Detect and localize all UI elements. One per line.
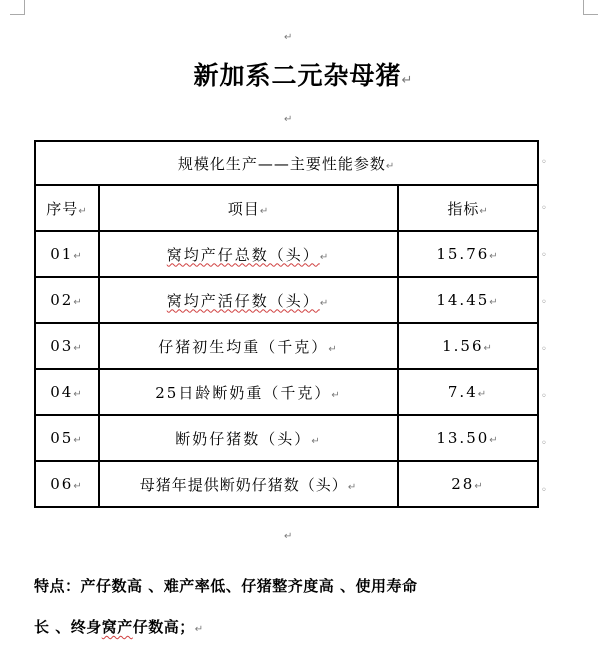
row-no: 01 <box>50 245 74 263</box>
row-end-mark: ◦ <box>541 438 547 449</box>
table-caption-row <box>35 141 538 185</box>
row-item: 窝均产仔总数（头） <box>166 245 320 264</box>
features-text-misspelled: 窝产 <box>101 618 133 636</box>
row-no: 05 <box>50 429 74 447</box>
header-no: 序号 <box>46 199 79 218</box>
row-value-cell[interactable] <box>398 277 538 323</box>
row-item: 窝均产活仔数（头） <box>166 291 320 310</box>
paragraph-mark: ↵ <box>284 32 293 43</box>
row-no: 03 <box>50 337 74 355</box>
cell-end-mark: ↵ <box>489 297 500 308</box>
header-value: 指标 <box>447 199 480 218</box>
paragraph-mark: ↵ <box>284 531 293 542</box>
table-row <box>35 231 538 277</box>
row-no-cell[interactable] <box>35 231 99 277</box>
row-value-cell[interactable] <box>398 461 538 507</box>
table-row <box>35 415 538 461</box>
row-value: 7.4 <box>447 383 478 401</box>
cell-end-mark: ↵ <box>319 297 331 309</box>
cell-end-mark: ↵ <box>477 389 489 400</box>
row-value: 14.45 <box>436 291 490 309</box>
title-text: 新加系二元杂母猪 <box>193 61 402 90</box>
row-end-mark: ◦ <box>541 485 547 496</box>
table-header-row <box>35 185 538 231</box>
row-no: 06 <box>50 475 74 493</box>
paragraph-mark: ↵ <box>401 73 414 88</box>
header-item: 项目 <box>227 199 260 218</box>
paragraph-mark: ↵ <box>194 624 204 635</box>
cell-end-mark: ↵ <box>347 481 358 493</box>
header-cell-item[interactable] <box>99 185 398 231</box>
features-line-1: 特点：产仔数高 、难产率低、仔猪整齐度高 、使用寿命 <box>34 577 418 595</box>
row-no-cell[interactable] <box>35 461 99 507</box>
cell-end-mark: ↵ <box>73 481 84 492</box>
features-text: 长 、终身 <box>34 618 102 636</box>
page-corner-mark-left <box>10 0 25 15</box>
row-end-mark: ◦ <box>541 297 547 308</box>
cell-end-mark: ↵ <box>73 297 84 308</box>
row-value-cell[interactable] <box>398 369 538 415</box>
row-item-cell[interactable] <box>99 461 398 507</box>
cell-end-mark: ↵ <box>489 435 500 446</box>
row-no-cell[interactable] <box>35 323 99 369</box>
row-item: 仔猪初生均重（千克） <box>158 337 329 356</box>
row-item: 25日龄断奶重（千克） <box>155 383 332 402</box>
row-end-mark: ◦ <box>541 203 547 214</box>
row-item: 母猪年提供断奶仔猪数（头） <box>139 475 348 494</box>
row-item-cell[interactable] <box>99 323 398 369</box>
row-value-cell[interactable] <box>398 415 538 461</box>
document-title <box>0 56 607 92</box>
table-row <box>35 277 538 323</box>
table-caption-cell[interactable] <box>35 141 538 185</box>
row-value: 1.56 <box>442 337 484 355</box>
table-row <box>35 323 538 369</box>
row-end-mark: ◦ <box>541 391 547 402</box>
cell-end-mark: ↵ <box>474 481 485 492</box>
header-cell-no[interactable] <box>35 185 99 231</box>
page-corner-mark-right <box>583 0 598 15</box>
row-item-cell[interactable] <box>99 415 398 461</box>
row-value-cell[interactable] <box>398 231 538 277</box>
cell-end-mark: ↵ <box>311 435 322 447</box>
header-cell-value[interactable] <box>398 185 538 231</box>
cell-end-mark: ↵ <box>73 343 84 354</box>
cell-end-mark: ↵ <box>73 389 84 400</box>
cell-end-mark: ↵ <box>331 389 342 401</box>
table-row <box>35 369 538 415</box>
row-no: 02 <box>50 291 74 309</box>
cell-end-mark: ↵ <box>328 343 339 355</box>
cell-end-mark: ↵ <box>489 251 500 262</box>
row-item: 断奶仔猪数（头） <box>175 429 312 448</box>
cell-end-mark: ↵ <box>483 343 494 354</box>
row-value: 13.50 <box>436 429 490 447</box>
row-no-cell[interactable] <box>35 369 99 415</box>
row-no-cell[interactable] <box>35 415 99 461</box>
cell-end-mark: ↵ <box>319 251 331 263</box>
row-end-mark: ◦ <box>541 250 547 261</box>
row-value: 28 <box>451 475 475 493</box>
table-row <box>35 461 538 507</box>
cell-end-mark: ↵ <box>73 435 84 446</box>
cell-end-mark: ↵ <box>78 205 88 217</box>
performance-parameters-table <box>34 140 539 508</box>
cell-end-mark: ↵ <box>259 205 270 217</box>
paragraph-mark: ↵ <box>284 114 293 125</box>
table-caption: 规模化生产——主要性能参数 <box>177 154 386 173</box>
features-line-2 <box>34 607 574 650</box>
cell-end-mark: ↵ <box>73 251 84 262</box>
features-text: 仔数高； <box>132 618 195 636</box>
row-item-cell[interactable] <box>99 369 398 415</box>
row-no: 04 <box>50 383 74 401</box>
row-value: 15.76 <box>436 245 490 263</box>
row-item-cell[interactable] <box>99 277 398 323</box>
row-end-mark: ◦ <box>541 157 547 168</box>
row-end-mark: ◦ <box>541 344 547 355</box>
features-paragraph <box>34 566 574 650</box>
cell-end-mark: ↵ <box>385 160 396 172</box>
row-item-cell[interactable] <box>99 231 398 277</box>
row-no-cell[interactable] <box>35 277 99 323</box>
row-value-cell[interactable] <box>398 323 538 369</box>
cell-end-mark: ↵ <box>479 205 489 217</box>
